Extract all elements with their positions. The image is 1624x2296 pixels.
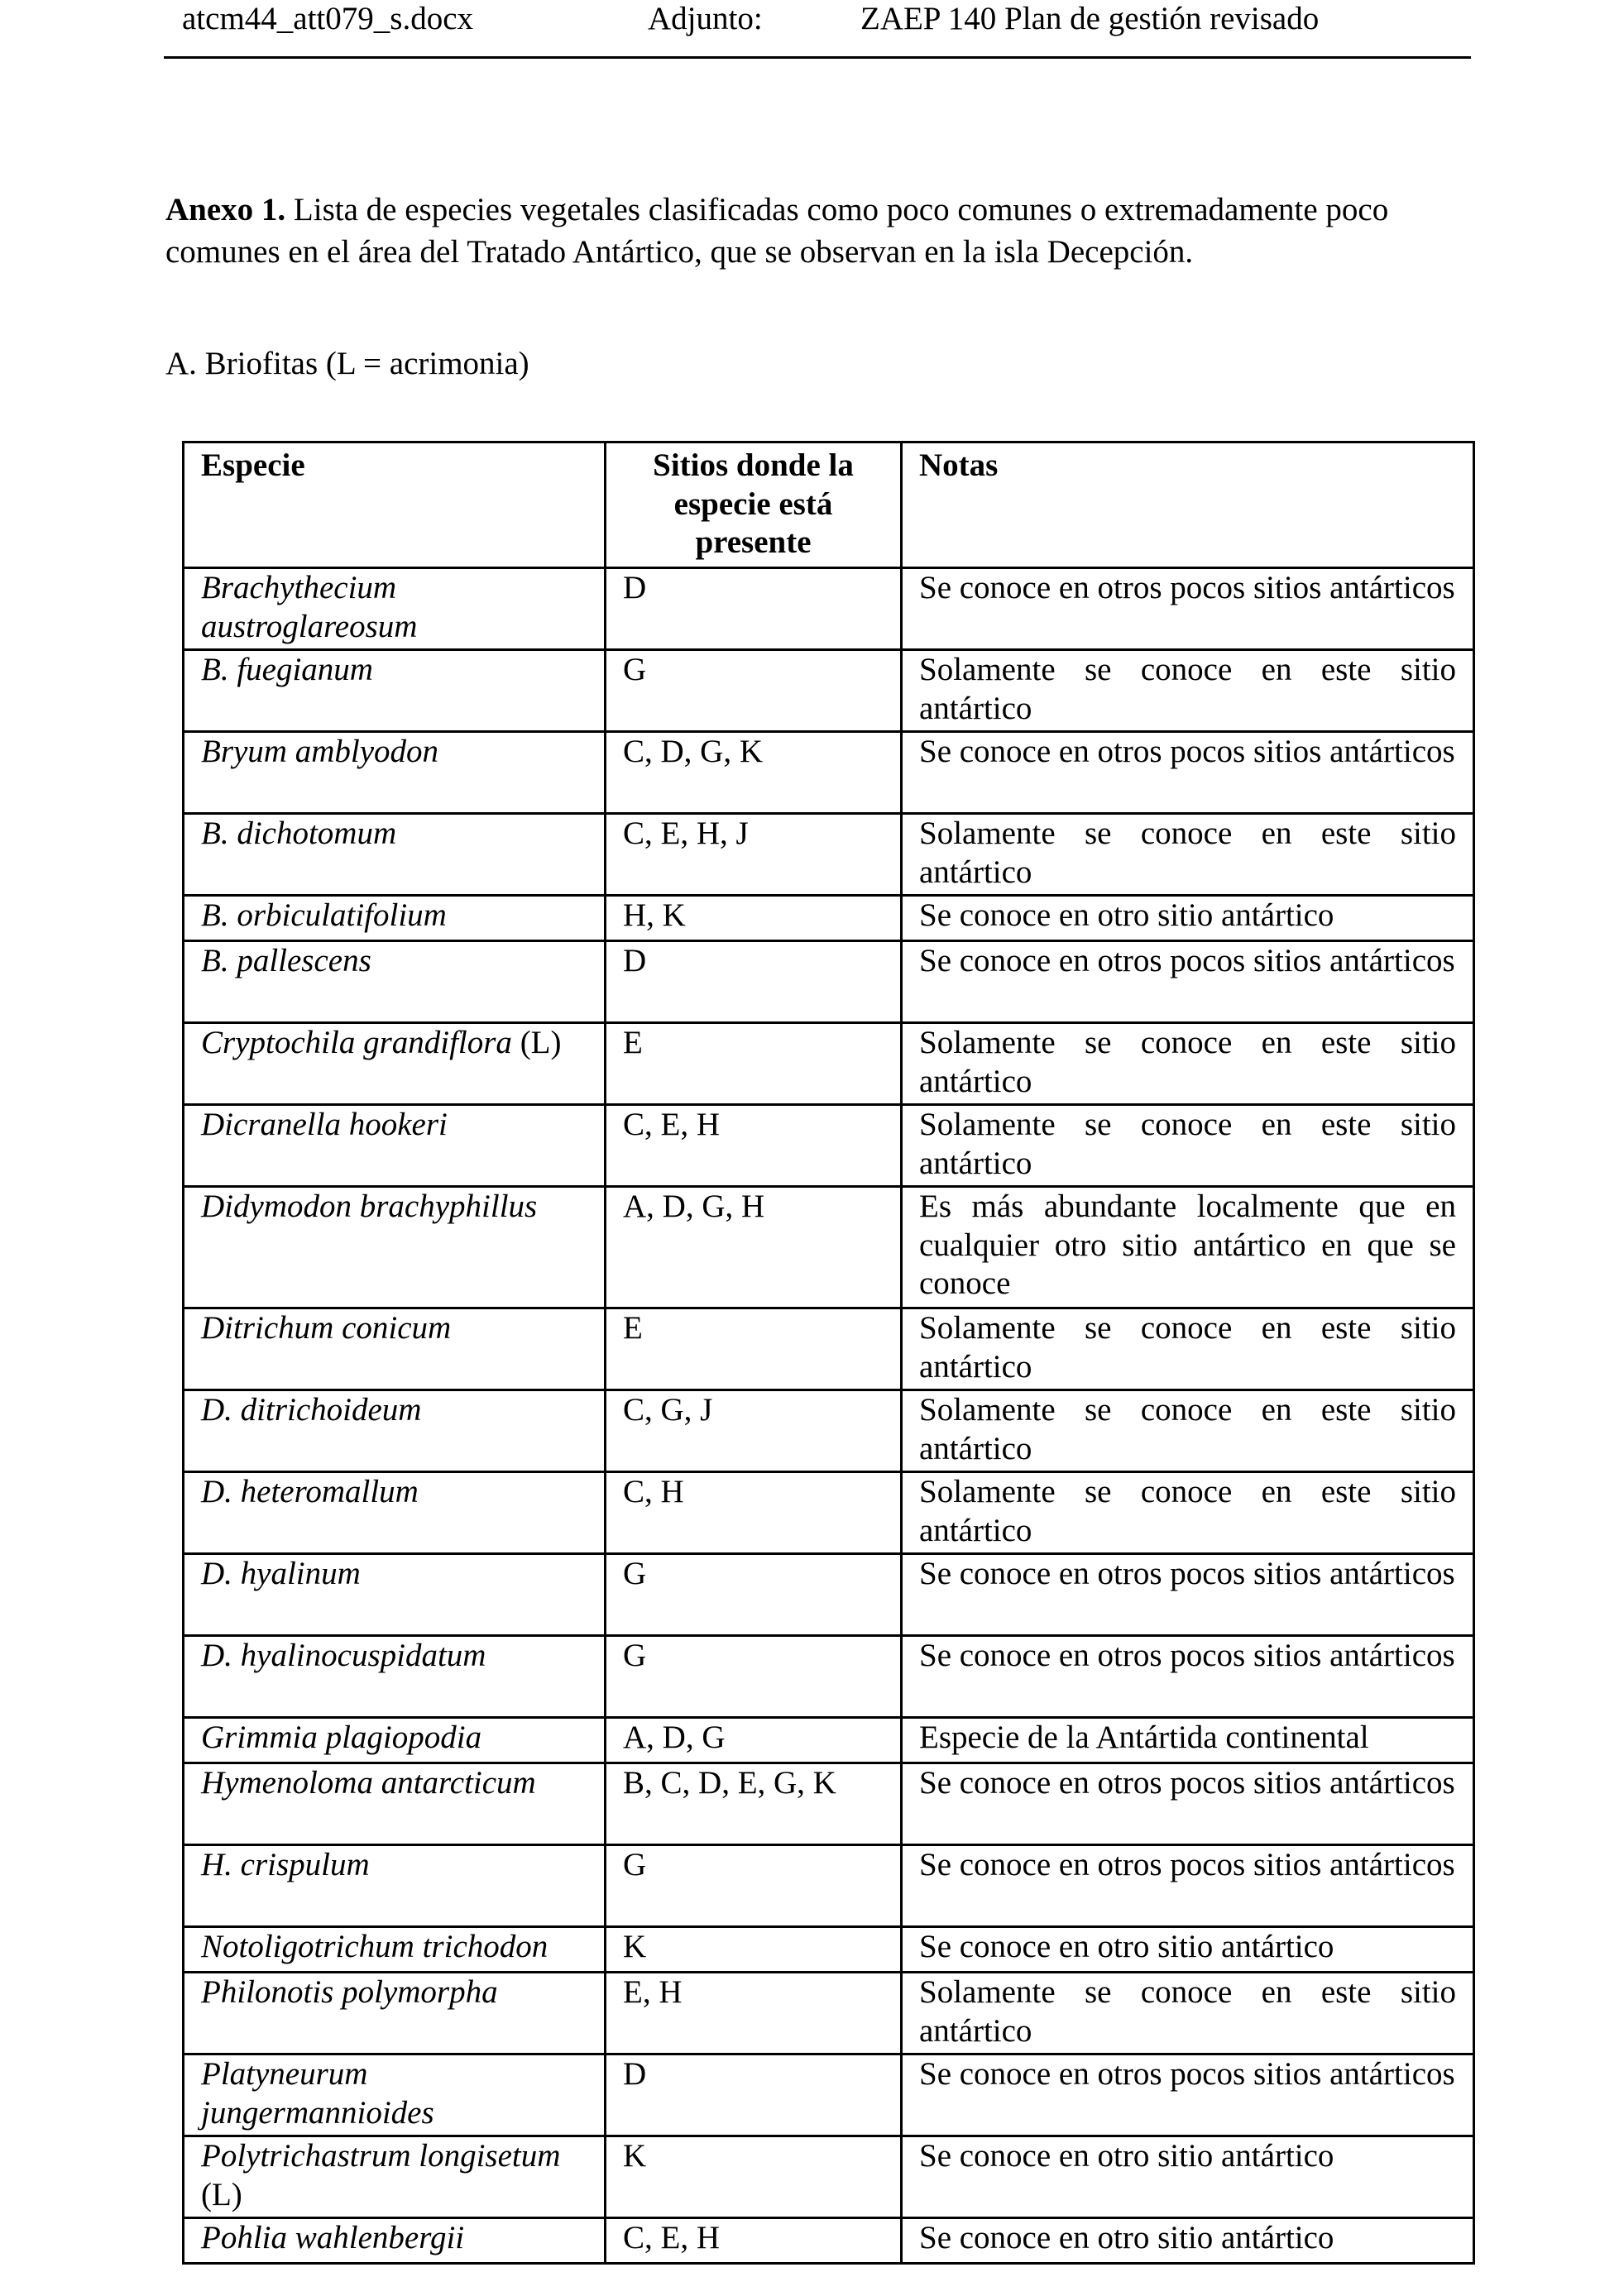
table-row <box>184 1105 1474 1187</box>
column-header-species: Especie <box>184 442 606 568</box>
species-notes: Se conoce en otro sitio antártico <box>902 1927 1474 1973</box>
species-name: H. crispulum <box>184 1845 606 1927</box>
species-sites: H, K <box>606 896 902 941</box>
species-sites: E <box>606 1308 902 1390</box>
species-notes: Solamente se conoce en este sitio antártico <box>902 1472 1474 1554</box>
table-row <box>184 568 1474 650</box>
species-name: Philonotis polymorpha <box>184 1973 606 2054</box>
header-document-title: ZAEP 140 Plan de gestión revisado <box>860 1 1320 36</box>
table-row <box>184 1973 1474 2054</box>
table-row <box>184 896 1474 941</box>
table-row <box>184 941 1474 1023</box>
table-row <box>184 1718 1474 1763</box>
species-notes: Se conoce en otros pocos sitios antárticos <box>902 1763 1474 1845</box>
species-sites: E, H <box>606 1973 902 2054</box>
page-header <box>164 0 1471 59</box>
table-row <box>184 1927 1474 1973</box>
table-row <box>184 2054 1474 2136</box>
species-sites: B, C, D, E, G, K <box>606 1763 902 1845</box>
species-name: D. hyalinocuspidatum <box>184 1636 606 1718</box>
species-notes: Se conoce en otros pocos sitios antárticos <box>902 1845 1474 1927</box>
table-row <box>184 1554 1474 1636</box>
table-row <box>184 1390 1474 1472</box>
species-name: B. orbiculatifolium <box>184 896 606 941</box>
table-row <box>184 1308 1474 1390</box>
species-table <box>182 441 1475 2265</box>
table-row <box>184 1763 1474 1845</box>
table-header-row <box>184 442 1474 568</box>
species-notes: Se conoce en otros pocos sitios antárticos <box>902 941 1474 1023</box>
species-name: Cryptochila grandiflora (L) <box>184 1023 606 1105</box>
species-sites: C, E, H <box>606 2218 902 2264</box>
species-notes: Se conoce en otros pocos sitios antárticos <box>902 1636 1474 1718</box>
species-sites: C, H <box>606 1472 902 1554</box>
annex-label: Anexo 1. <box>165 192 286 227</box>
species-name: Bryum amblyodon <box>184 732 606 814</box>
species-name: D. hyalinum <box>184 1554 606 1636</box>
table-row <box>184 1472 1474 1554</box>
table-row <box>184 650 1474 732</box>
species-sites: A, D, G, H <box>606 1187 902 1308</box>
species-name: B. fuegianum <box>184 650 606 732</box>
species-notes: Solamente se conoce en este sitio antártico <box>902 1390 1474 1472</box>
species-name: D. heteromallum <box>184 1472 606 1554</box>
species-name: Grimmia plagiopodia <box>184 1718 606 1763</box>
species-name: D. ditrichoideum <box>184 1390 606 1472</box>
table-row <box>184 2136 1474 2218</box>
table-row <box>184 1845 1474 1927</box>
table-row <box>184 1187 1474 1308</box>
species-sites: D <box>606 2054 902 2136</box>
species-sites: G <box>606 1554 902 1636</box>
species-name: Hymenoloma antarcticum <box>184 1763 606 1845</box>
table-row <box>184 814 1474 896</box>
species-notes: Se conoce en otros pocos sitios antárticos <box>902 1554 1474 1636</box>
species-notes: Se conoce en otro sitio antártico <box>902 896 1474 941</box>
species-name: Notoligotrichum trichodon <box>184 1927 606 1973</box>
species-sites: C, G, J <box>606 1390 902 1472</box>
species-sites: D <box>606 941 902 1023</box>
species-notes: Solamente se conoce en este sitio antártico <box>902 650 1474 732</box>
header-filename: atcm44_att079_s.docx <box>182 1 474 36</box>
species-sites: A, D, G <box>606 1718 902 1763</box>
species-notes: Se conoce en otro sitio antártico <box>902 2218 1474 2264</box>
species-notes: Es más abundante localmente que en cualquier otro sitio antártico en que se conoce <box>902 1187 1474 1308</box>
species-name: B. pallescens <box>184 941 606 1023</box>
annex-description: Lista de especies vegetales clasificadas como poco comunes o extremadamente poco comunes en el área del Tratado Antártico, que se observan en la isla Decepción. <box>165 192 1389 270</box>
species-sites: G <box>606 650 902 732</box>
species-sites: G <box>606 1636 902 1718</box>
species-name: Brachythecium austroglareosum <box>184 568 606 650</box>
table-row <box>184 732 1474 814</box>
species-sites: C, E, H <box>606 1105 902 1187</box>
species-name: Polytrichastrum longisetum (L) <box>184 2136 606 2218</box>
species-sites: K <box>606 1927 902 1973</box>
species-notes: Solamente se conoce en este sitio antártico <box>902 1973 1474 2054</box>
species-notes: Se conoce en otros pocos sitios antárticos <box>902 2054 1474 2136</box>
column-header-sites: Sitios donde la especie está presente <box>606 442 902 568</box>
species-notes: Especie de la Antártida continental <box>902 1718 1474 1763</box>
species-name: Platyneurum jungermannioides <box>184 2054 606 2136</box>
table-row <box>184 1636 1474 1718</box>
species-sites: E <box>606 1023 902 1105</box>
species-notes: Solamente se conoce en este sitio antártico <box>902 1105 1474 1187</box>
species-name: Ditrichum conicum <box>184 1308 606 1390</box>
table-row <box>184 1023 1474 1105</box>
species-sites: C, E, H, J <box>606 814 902 896</box>
species-name: Dicranella hookeri <box>184 1105 606 1187</box>
annex-intro <box>165 189 1473 273</box>
header-adjunto-label: Adjunto: <box>648 1 763 36</box>
species-name: Pohlia wahlenbergii <box>184 2218 606 2264</box>
species-sites: D <box>606 568 902 650</box>
section-heading: A. Briofitas (L = acrimonia) <box>165 346 529 381</box>
species-notes: Se conoce en otros pocos sitios antárticos <box>902 568 1474 650</box>
species-sites: K <box>606 2136 902 2218</box>
species-notes: Se conoce en otros pocos sitios antárticos <box>902 732 1474 814</box>
species-sites: C, D, G, K <box>606 732 902 814</box>
species-notes: Solamente se conoce en este sitio antártico <box>902 814 1474 896</box>
column-header-notes: Notas <box>902 442 1474 568</box>
species-name: Didymodon brachyphillus <box>184 1187 606 1308</box>
table-row <box>184 2218 1474 2264</box>
species-notes: Solamente se conoce en este sitio antártico <box>902 1023 1474 1105</box>
species-sites: G <box>606 1845 902 1927</box>
species-notes: Solamente se conoce en este sitio antártico <box>902 1308 1474 1390</box>
species-notes: Se conoce en otro sitio antártico <box>902 2136 1474 2218</box>
species-name: B. dichotomum <box>184 814 606 896</box>
